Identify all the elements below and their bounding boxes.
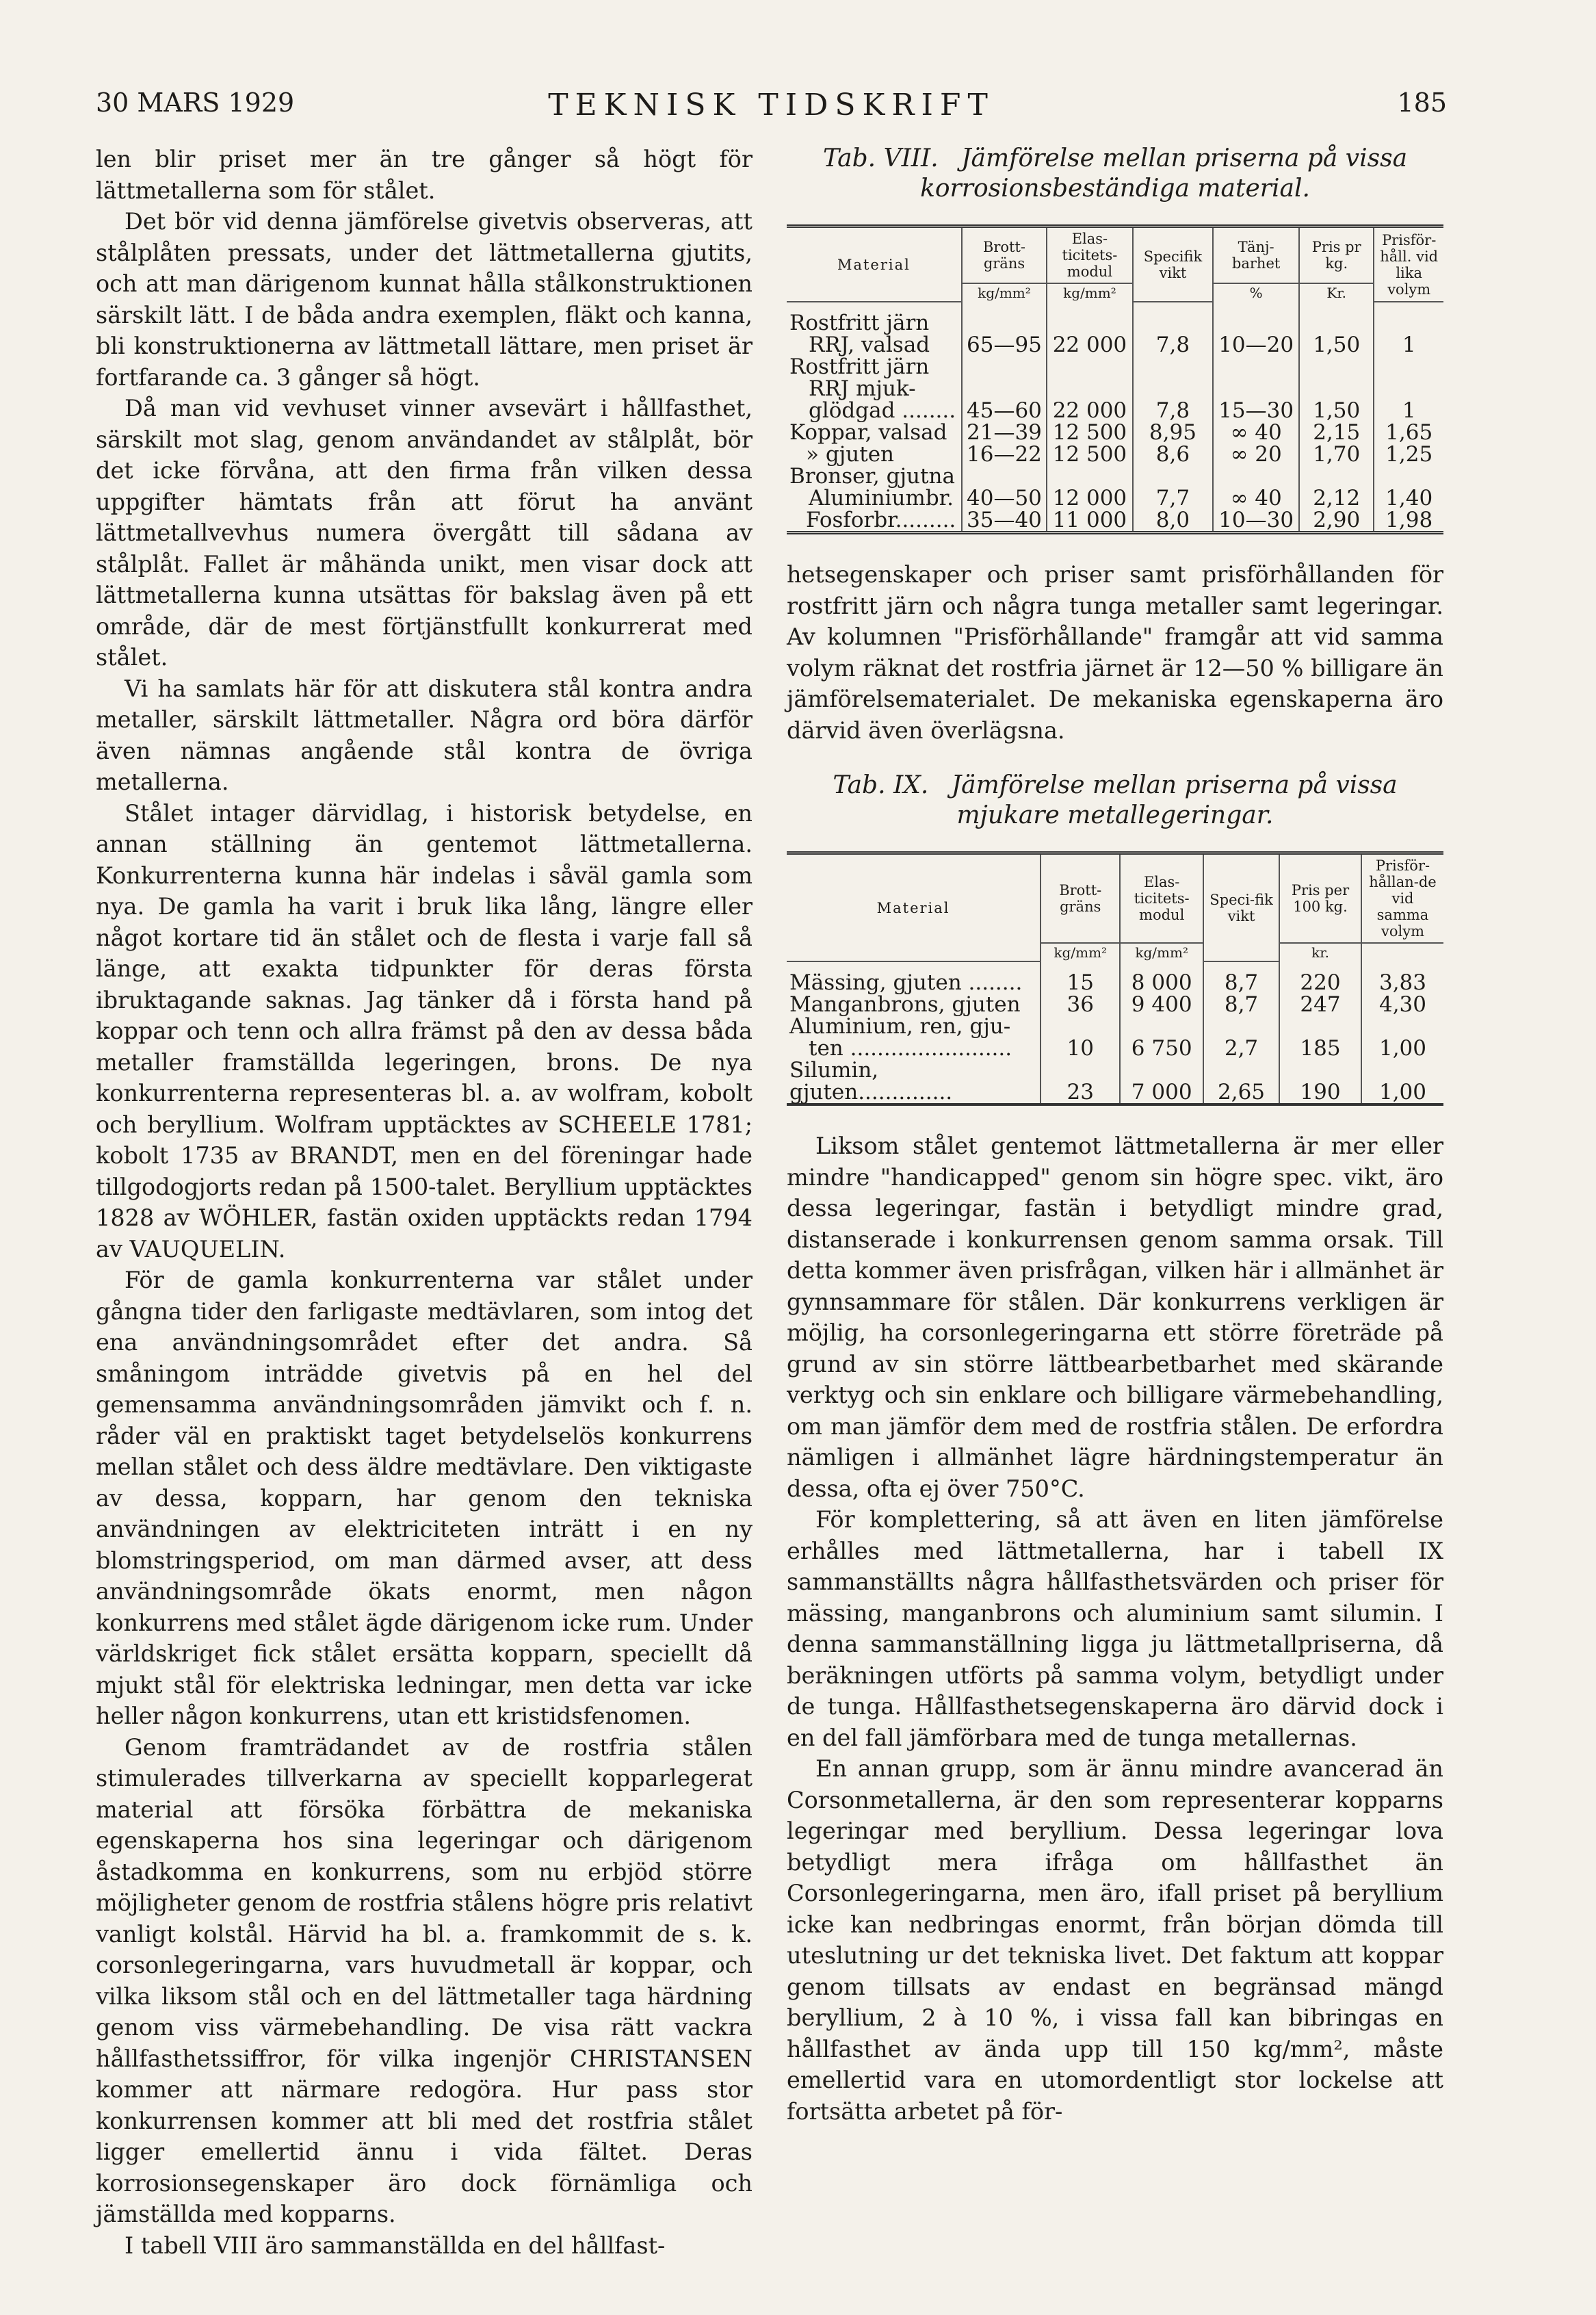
- value-cell: 35—40: [962, 509, 1047, 533]
- col-header-prisforhall: Prisför-hållan-de vid samma volym: [1361, 853, 1443, 944]
- material-cell: [787, 312, 962, 356]
- table-9-number: Tab. IX.: [833, 771, 929, 799]
- paragraph: Vi ha samlats här för att diskutera stål kontra andra metaller, särskilt lättmetaller. Några ord böra därför även nämnas angående stål kontra de övriga metallerna.: [96, 675, 753, 795]
- paragraph: len blir priset mer än tre gånger så högt för lättmetallerna som för stålet.: [96, 146, 753, 204]
- page-header: [96, 88, 1447, 129]
- value-cell: 1: [1374, 312, 1443, 356]
- material-cell: Koppar, valsad: [789, 420, 947, 445]
- table-row: [787, 509, 1443, 533]
- value-cell: 2,90: [1299, 509, 1374, 533]
- value-cell: 21—39: [962, 422, 1047, 443]
- table-9-caption: [794, 771, 1437, 831]
- col-header-prisforhall: Prisför-håll. vid lika volym: [1374, 227, 1443, 302]
- value-cell: 1,98: [1374, 509, 1443, 533]
- value-cell: 1,70: [1299, 443, 1374, 465]
- value-cell: 65—95: [962, 312, 1047, 356]
- col-header-material: Material: [787, 853, 1041, 962]
- col-header-elasticitetsmodul: Elas-ticitets-modul: [1120, 853, 1203, 944]
- unit-cell: kg/mm²: [962, 283, 1047, 302]
- paragraph: Genom framträdandet av de rostfria stålen stimulerades tillverkarna av speciellt kopparlegerat material att försöka förbättra de mekaniska egenskaperna hos sina legeringar och därigenom åstadkomma en konkurrens, som nu erbjöd större möjligheter genom de rostfria stålens högre pris relativt vanligt kolstål. Härvid ha bl. a. framkommit de s. k. corsonlegeringarna, vars huvudmetall är koppar, och vilka liksom stål och en del lättmetaller taga härdning genom viss värmebehandling. De visa rätt vackra hållfasthetssiffror, för vilka ingenjör CHRISTANSEN kommer att närmare redogöra. Hur pass stor konkurrensen kommer att bli med det rostfria stålet ligger emellertid ännu i vida fältet. Deras korrosionsegenskaper äro dock förnämliga och jämställda med kopparns.: [96, 1733, 753, 2227]
- value-cell: 190: [1279, 1059, 1361, 1104]
- value-cell: ∞ 20: [1213, 443, 1299, 465]
- material-line: Aluminiumbr.: [809, 486, 954, 510]
- material-line: RRJ mjuk-: [809, 376, 916, 401]
- table-row: [787, 443, 1443, 465]
- value-cell: 247: [1279, 994, 1361, 1016]
- col-header-material: Material: [787, 227, 962, 302]
- value-cell: 12 000: [1047, 465, 1133, 509]
- col-header-pris: Pris pr kg.: [1299, 227, 1374, 284]
- value-cell: 1,25: [1374, 443, 1443, 465]
- col-header-brottgrans: Brott-gräns: [962, 227, 1047, 284]
- material-cell: Manganbrons, gjuten: [789, 992, 1021, 1017]
- value-cell: 7 000: [1120, 1059, 1203, 1104]
- value-cell: 220: [1279, 972, 1361, 994]
- material-line: Bronser, gjutna: [789, 464, 955, 489]
- table-8: [787, 224, 1443, 534]
- table-9-title: Jämförelse mellan priserna på vissa mjukare metallegeringar.: [951, 771, 1398, 829]
- material-cell: Silumin, gjuten..............: [789, 1058, 953, 1104]
- value-cell: 7,8: [1133, 356, 1214, 422]
- table-row: [787, 356, 1443, 422]
- value-cell: 185: [1279, 1016, 1361, 1059]
- value-cell: 8,95: [1133, 422, 1214, 443]
- value-cell: 12 500: [1047, 443, 1133, 465]
- value-cell: 10: [1041, 1016, 1120, 1059]
- material-cell: [787, 1016, 1041, 1059]
- value-cell: 1: [1374, 356, 1443, 422]
- value-cell: 7,8: [1133, 312, 1214, 356]
- paragraph: Stålet intager därvidlag, i historisk betydelse, en annan ställning än gentemot lättmetallerna. Konkurrenterna kunna här indelas i såväl gamla som nya. De gamla ha varit i bruk lika lång, längre eller något kortare tid än stålet och de flesta i varje fall så länge, att exakta tidpunkter för deras första ibruktagande saknas. Jag tänker då i första hand på koppar och tenn och allra främst på den av dessa båda metaller framställda legeringen, brons. De nya konkurrenterna representeras bl. a. av wolfram, kobolt och beryllium. Wolfram upptäcktes av SCHEELE 1781; kobolt 1735 av BRANDT, men en del föreningar hade tillgodogjorts redan på 1500-talet. Beryllium upptäcktes 1828 av WÖHLER, fastän oxiden upptäckts redan 1794 av VAUQUELIN.: [96, 799, 753, 1263]
- material-line: Aluminium, ren, gju-: [789, 1014, 1011, 1039]
- material-cell: » gjuten: [806, 442, 895, 467]
- value-cell: 8,7: [1203, 994, 1279, 1016]
- value-cell: ∞ 40: [1213, 465, 1299, 509]
- value-cell: 12 500: [1047, 422, 1133, 443]
- table-row: [787, 1059, 1443, 1104]
- left-column: [96, 144, 753, 2261]
- value-cell: 8 000: [1120, 972, 1203, 994]
- value-cell: 8,0: [1133, 509, 1214, 533]
- value-cell: 8,7: [1203, 972, 1279, 994]
- unit-cell: kg/mm²: [1047, 283, 1133, 302]
- table-row: [787, 1016, 1443, 1059]
- col-header-specifik-vikt: Speci-fik vikt: [1203, 853, 1279, 962]
- unit-cell: Kr.: [1299, 283, 1374, 302]
- value-cell: 45—60: [962, 356, 1047, 422]
- value-cell: 1,00: [1361, 1059, 1443, 1104]
- value-cell: 1,50: [1299, 312, 1374, 356]
- table-8-number: Tab. VIII.: [822, 144, 939, 172]
- value-cell: 1,50: [1299, 356, 1374, 422]
- material-line: Rostfritt järn: [789, 311, 930, 335]
- value-cell: ∞ 40: [1213, 422, 1299, 443]
- paragraph: För de gamla konkurrenterna var stålet under gångna tider den farligaste medtävlaren, som intog det ena användningsområdet efter det andra. Så småningom inträdde givetvis på en hel del gemensamma användningsområden jämvikt och f. n. råder väl en praktiskt taget betydelselös konkurrens mellan stålet och dess äldre medtävlare. Den viktigaste av dessa, kopparn, har genom den tekniska användningen av elektriciteten inträtt i en ny blomstringsperiod, om man därmed avser, att dess användningsområde ökats enormt, men någon konkurrens med stålet ägde därigenom icke rum. Under världskriget fick stålet ersätta kopparn, speciellt då mjukt stål för elektriska ledningar, men detta var icke heller någon konkurrens, utan ett kristidsfenomen.: [96, 1267, 753, 1729]
- value-cell: 4,30: [1361, 994, 1443, 1016]
- value-cell: 7,7: [1133, 465, 1214, 509]
- material-line: Rostfritt järn: [789, 354, 930, 379]
- value-cell: 2,12: [1299, 465, 1374, 509]
- table-row: [787, 994, 1443, 1016]
- table-row: [787, 312, 1443, 356]
- value-cell: 1,00: [1361, 1016, 1443, 1059]
- value-cell: 10—30: [1213, 509, 1299, 533]
- paragraph: Liksom stålet gentemot lättmetallerna är mer eller mindre "handicapped" genom sin högre spec. vikt, äro dessa legeringar, fastän i betydligt mindre grad, distanserade i konkurrensen genom samma orsak. Till detta kommer även prisfrågan, vilken här i allmänhet är gynnsammare för stålen. Där konkurrens verkligen är möjlig, ha corsonlegeringarna ett större företräde på grund av sin större lättbearbetbarhet med skärande verktyg och sin enklare och billigare värmebehandling, om man jämför dem med de rostfria stålen. De erfordra nämligen i allmänhet lägre härdningstemperatur än dessa, ofta ej över 750°C.: [787, 1133, 1443, 1502]
- material-cell: Fosforbr.........: [806, 508, 956, 532]
- value-cell: 22 000: [1047, 356, 1133, 422]
- col-header-pris: Pris per 100 kg.: [1279, 853, 1361, 944]
- paragraph: I tabell VIII äro sammanställda en del hållfast-: [125, 2232, 666, 2259]
- unit-cell: %: [1213, 283, 1299, 302]
- page-number: 185: [1397, 88, 1447, 118]
- material-cell: Mässing, gjuten ........: [789, 970, 1023, 995]
- col-header-specifik-vikt: Specifik vikt: [1133, 227, 1214, 302]
- table-row: [787, 422, 1443, 443]
- material-cell: [787, 356, 962, 422]
- table-9: [787, 851, 1443, 1106]
- value-cell: 10—20: [1213, 312, 1299, 356]
- table-header-row: [787, 227, 1443, 284]
- paragraph: En annan grupp, som är ännu mindre avancerad än Corsonmetallerna, är den som representerar kopparns legeringar med beryllium. Dessa legeringar lova betydligt mera ifråga om hållfasthet än Corsonlegeringarna, men äro, ifall priset på beryllium icke kan nedbringas enormt, från början dömda till uteslutning ur det tekniska livet. Det faktum att koppar genom tillsats av endast en begränsad mängd beryllium, 2 à 10 %, i vissa fall kan bibringas en hållfasthet av ända upp till 150 kg/mm², måste emellertid vara en utomordentligt stor lockelse att fortsätta arbetet på för-: [787, 1755, 1443, 2125]
- table-header-row: [787, 853, 1443, 944]
- unit-cell: kg/mm²: [1041, 943, 1120, 961]
- unit-cell: [1361, 943, 1443, 961]
- value-cell: 11 000: [1047, 509, 1133, 533]
- value-cell: 2,15: [1299, 422, 1374, 443]
- value-cell: 8,6: [1133, 443, 1214, 465]
- paragraph: Då man vid vevhuset vinner avsevärt i hållfasthet, särskilt mot slag, genom användandet av stålplåt, bör det icke förvåna, att den firma från vilken dessa uppgifter hämtats från att förut ha använt lättmetallvevhus numera övergått till sådana av stålplåt. Fallet är måhända unikt, men visar dock att lättmetallerna kunna utsättas för bakslag även på ett område, där de mest förtjänstfullt konkurrerat med stålet.: [96, 395, 753, 671]
- col-header-elasticitetsmodul: Elas-ticitets-modul: [1047, 227, 1133, 284]
- table-row: [787, 465, 1443, 509]
- value-cell: 2,65: [1203, 1059, 1279, 1104]
- value-cell: 36: [1041, 994, 1120, 1016]
- value-cell: 9 400: [1120, 994, 1203, 1016]
- col-header-tanjbarhet: Tänj-barhet: [1213, 227, 1299, 284]
- journal-title: TEKNISK TIDSKRIFT: [548, 88, 995, 122]
- value-cell: 16—22: [962, 443, 1047, 465]
- value-cell: 6 750: [1120, 1016, 1203, 1059]
- material-line: ten ........................: [809, 1036, 1012, 1061]
- right-column: [787, 144, 1443, 2127]
- issue-date: 30 MARS 1929: [96, 88, 295, 118]
- value-cell: 22 000: [1047, 312, 1133, 356]
- table-8-title: Jämförelse mellan priserna på vissa korrosionsbeständiga material.: [920, 144, 1408, 203]
- value-cell: 1,40: [1374, 465, 1443, 509]
- unit-cell: kr.: [1279, 943, 1361, 961]
- table-row: [787, 972, 1443, 994]
- material-line: RRJ, valsad: [809, 333, 930, 357]
- material-cell: [787, 465, 962, 509]
- table-8-caption: [794, 144, 1437, 204]
- unit-cell: kg/mm²: [1120, 943, 1203, 961]
- value-cell: 1,65: [1374, 422, 1443, 443]
- value-cell: 15: [1041, 972, 1120, 994]
- value-cell: 3,83: [1361, 972, 1443, 994]
- value-cell: 2,7: [1203, 1016, 1279, 1059]
- material-line: glödgad ........: [809, 398, 956, 423]
- value-cell: 15—30: [1213, 356, 1299, 422]
- value-cell: 40—50: [962, 465, 1047, 509]
- paragraph: Det bör vid denna jämförelse givetvis observeras, att stålplåten pressats, under det lättmetallerna gjutits, och att man därigenom kunnat hålla stålkonstruktionen särskilt lätt. I de båda andra exemplen, fläkt och kanna, bli konstruktionerna av lättmetall lättare, men priset är fortfarande ca. 3 gånger så högt.: [96, 208, 753, 391]
- paragraph: hetsegenskaper och priser samt prisförhållanden för rostfritt järn och några tunga metaller samt legeringar. Av kolumnen "Prisförhållande" framgår att vid samma volym räknat det rostfria järnet är 12—50 % billigare än jämförelsematerialet. De mekaniska egenskaperna äro därvid även överlägsna.: [787, 561, 1443, 744]
- value-cell: 23: [1041, 1059, 1120, 1104]
- paragraph: För komplettering, så att även en liten jämförelse erhålles med lättmetallerna, har i tabell IX sammanställts några hållfasthetsvärden och priser för mässing, manganbrons och aluminium samt silumin. I denna sammanställning ligga ju lättmetallpriserna, då beräkningen utförts på samma volym, betydligt under de tunga. Hållfasthetsegenskaperna äro därvid dock i en del fall jämförbara med de tunga metallernas.: [787, 1506, 1443, 1751]
- col-header-brottgrans: Brott-gräns: [1041, 853, 1120, 944]
